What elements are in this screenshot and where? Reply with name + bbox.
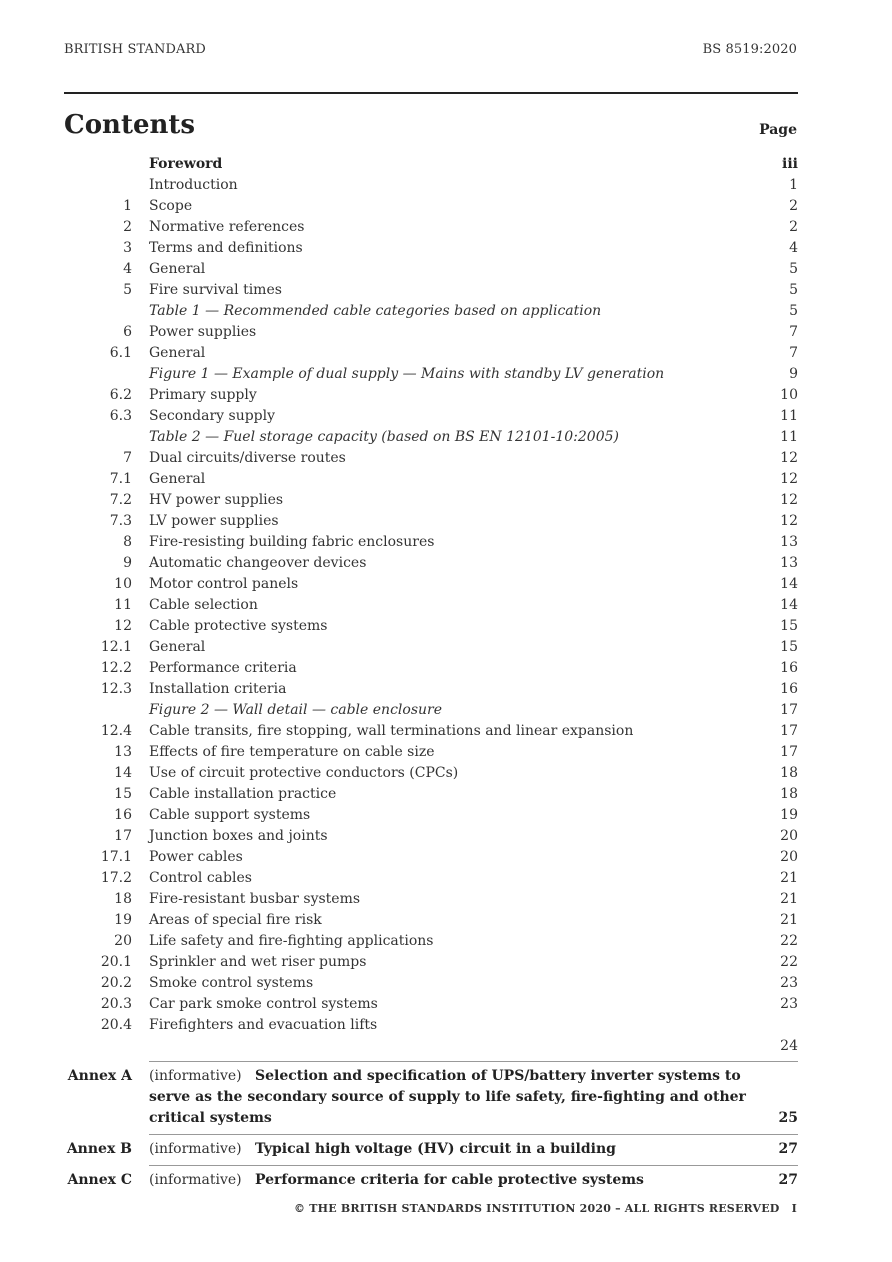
toc-entry-page: 5 [789, 282, 798, 298]
running-header-right: BS 8519:2020 [702, 42, 797, 57]
toc-entry-page: 7 [789, 345, 798, 361]
toc-entry[interactable] [64, 280, 798, 301]
toc-entry-title: Control cables [149, 870, 252, 886]
toc-entry-number: 11 [114, 597, 132, 613]
toc-entry-number: 3 [123, 240, 132, 256]
toc-entry-page: 20 [780, 828, 798, 844]
toc-entry-number: 6.3 [109, 408, 132, 424]
toc-entry-page: 17 [780, 702, 798, 718]
footer-page-number: I [791, 1202, 797, 1215]
annex-title: Performance criteria for cable protective systems [255, 1172, 644, 1188]
toc-entry[interactable] [64, 868, 798, 889]
toc-entry-number: 12 [114, 618, 132, 634]
toc-entry[interactable] [64, 889, 798, 910]
annex-body [149, 1066, 798, 1129]
toc-entry-page: 4 [789, 240, 798, 256]
toc-entry-number: 7.2 [109, 492, 132, 508]
annex-informative-tag: (informative) [149, 1172, 242, 1188]
toc-entry-page: 15 [780, 618, 798, 634]
running-header-left: BRITISH STANDARD [64, 42, 206, 57]
toc-entry-number: 7.3 [109, 513, 132, 529]
toc-entry-number: 14 [114, 765, 132, 781]
toc-entry-page: 9 [789, 366, 798, 382]
toc-entry-number: 6.1 [109, 345, 132, 361]
toc-entry-page: 10 [780, 387, 798, 403]
toc-entry[interactable] [64, 700, 798, 721]
toc-entry-title: Fire-resistant busbar systems [149, 891, 361, 907]
toc-entry[interactable] [64, 931, 798, 952]
page-column-label: Page [759, 122, 797, 138]
toc-entry-title: Power cables [149, 849, 243, 865]
annex-entry[interactable] [67, 1165, 798, 1196]
page-title: Contents [64, 110, 196, 140]
toc-entry-number: 12.3 [100, 681, 132, 697]
toc-entry-number: 10 [114, 576, 132, 592]
toc-entry-title: Table 2 — Fuel storage capacity (based on BS EN 12101-10:2005) [149, 429, 619, 445]
toc-entry-title: Scope [149, 198, 193, 214]
toc-entry-title: Effects of fire temperature on cable size [149, 744, 435, 760]
toc-entry-page: 23 [780, 975, 798, 991]
toc-entry-page: 14 [780, 597, 798, 613]
toc-entry[interactable] [64, 595, 798, 616]
annex-spacer [242, 1141, 255, 1157]
toc-entry-page: 21 [780, 891, 798, 907]
annex-page: 25 [778, 1110, 798, 1126]
toc-entry-number: 15 [114, 786, 132, 802]
toc-entry-page: 23 [780, 996, 798, 1012]
annex-informative-tag: (informative) [149, 1141, 242, 1157]
toc-entry-number: 4 [123, 261, 132, 277]
toc-entry-page: 12 [780, 513, 798, 529]
toc-entry-title: Cable selection [149, 597, 258, 613]
toc-entry-number: 7.1 [109, 471, 132, 487]
toc-entry[interactable] [64, 1036, 798, 1057]
toc-entry-title: Cable installation practice [149, 786, 337, 802]
annex-body [149, 1139, 798, 1160]
annex-title: Typical high voltage (HV) circuit in a building [255, 1141, 616, 1157]
toc-entry-title: Smoke control systems [149, 975, 314, 991]
toc-entry-number: 20.4 [100, 1017, 132, 1033]
toc-entry-title: Motor control panels [149, 576, 299, 592]
annex-label: Annex C [67, 1172, 132, 1188]
toc-entry-number: 5 [123, 282, 132, 298]
toc-entry[interactable] [64, 238, 798, 259]
toc-entry-page: 12 [780, 492, 798, 508]
toc-entry[interactable] [64, 385, 798, 406]
toc-entry-title: Use of circuit protective conductors (CPCs) [149, 765, 459, 781]
toc-entry[interactable] [64, 490, 798, 511]
toc-entry-title: Figure 2 — Wall detail — cable enclosure [149, 702, 442, 718]
toc-entry-title: Fire survival times [149, 282, 282, 298]
toc-entry-title: Performance criteria [149, 660, 297, 676]
toc-entry-number: 9 [123, 555, 132, 571]
toc-entry-title: Life safety and fire-fighting applications [149, 933, 434, 949]
toc-entry-number: 6 [123, 324, 132, 340]
toc-entry-title: Secondary supply [149, 408, 276, 424]
toc-entry-page: 22 [780, 933, 798, 949]
toc-entry[interactable] [64, 469, 798, 490]
toc-entry[interactable] [64, 658, 798, 679]
toc-entry-page: 7 [789, 324, 798, 340]
toc-entry-page: 18 [780, 786, 798, 802]
toc-entry-title: Introduction [149, 177, 238, 193]
toc-entry-title: Automatic changeover devices [149, 555, 367, 571]
footer-copyright: © THE BRITISH STANDARDS INSTITUTION 2020 – ALL RIGHTS RESERVED [294, 1202, 780, 1215]
toc-entry[interactable] [64, 952, 798, 973]
toc-entry-number: 17 [114, 828, 132, 844]
toc-entry-title: HV power supplies [149, 492, 284, 508]
toc-entry[interactable] [64, 322, 798, 343]
toc-entry-page: 5 [789, 303, 798, 319]
annex-label: Annex A [67, 1068, 132, 1084]
toc-entry-page: 18 [780, 765, 798, 781]
toc-entry-number: 8 [123, 534, 132, 550]
toc-entry-page: 13 [780, 534, 798, 550]
toc-entry[interactable] [64, 511, 798, 532]
toc-entry-title: Foreword [149, 156, 223, 172]
toc-entry-title: General [149, 639, 206, 655]
toc-entry-title: Car park smoke control systems [149, 996, 378, 1012]
toc-entry-page: 19 [780, 807, 798, 823]
annex-body [149, 1170, 798, 1191]
footer [294, 1202, 797, 1215]
toc-entry[interactable] [64, 154, 798, 175]
toc-entry-title: Installation criteria [149, 681, 287, 697]
toc-entry-title: Junction boxes and joints [149, 828, 328, 844]
toc-entry-page: 17 [780, 723, 798, 739]
toc-entry-title: General [149, 261, 206, 277]
toc-entry-page: 16 [780, 660, 798, 676]
annex-spacer [242, 1068, 255, 1084]
toc-entry-page: 15 [780, 639, 798, 655]
toc-entry[interactable] [64, 763, 798, 784]
toc-entry[interactable] [64, 217, 798, 238]
toc-entry-page: 17 [780, 744, 798, 760]
toc-entry[interactable] [64, 553, 798, 574]
toc-entry-number: 1 [123, 198, 132, 214]
toc-entry[interactable] [64, 784, 798, 805]
toc-entry-page: iii [782, 156, 798, 172]
toc-entry[interactable] [64, 406, 798, 427]
annex-title: Selection and specification of UPS/battery inverter systems to serve as the secondary source of supply to life safety, fire-fighting and other critical systems [149, 1068, 746, 1126]
toc-entry-number: 6.2 [109, 387, 132, 403]
toc-entry-page: 24 [780, 1038, 798, 1054]
toc-entry-title: Cable protective systems [149, 618, 328, 634]
toc-entry-number: 17.1 [100, 849, 132, 865]
toc-entry-title: Power supplies [149, 324, 257, 340]
toc-entry-page: 21 [780, 912, 798, 928]
toc-entry-number: 20.2 [100, 975, 132, 991]
toc-entry[interactable] [64, 721, 798, 742]
toc-entry-title: Fire-resisting building fabric enclosures [149, 534, 435, 550]
toc-entry-page: 11 [780, 429, 798, 445]
toc-entry-page: 2 [789, 198, 798, 214]
toc-entry-title: Terms and definitions [149, 240, 303, 256]
annex-spacer [242, 1172, 255, 1188]
toc-entry-title: LV power supplies [149, 513, 279, 529]
toc-entry-title: Sprinkler and wet riser pumps [149, 954, 367, 970]
toc-entry-page: 2 [789, 219, 798, 235]
toc-entry[interactable] [64, 910, 798, 931]
toc-entry[interactable] [64, 196, 798, 217]
annex-page: 27 [778, 1141, 798, 1157]
toc-entry[interactable] [64, 742, 798, 763]
annex-list [64, 1061, 798, 1196]
toc-entry[interactable] [64, 364, 798, 385]
toc-entry[interactable] [64, 301, 798, 322]
toc-entry-page: 20 [780, 849, 798, 865]
toc-entry[interactable] [64, 616, 798, 637]
header-rule [64, 92, 798, 94]
toc-entry[interactable] [64, 259, 798, 280]
toc-entry-title: Primary supply [149, 387, 257, 403]
toc-entry-number: 2 [123, 219, 132, 235]
toc-entry[interactable] [64, 532, 798, 553]
toc-entry[interactable] [64, 574, 798, 595]
toc-entry-title: General [149, 471, 206, 487]
toc-entry-title: Figure 1 — Example of dual supply — Mains with standby LV generation [149, 366, 665, 382]
toc-entry-number: 12.2 [100, 660, 132, 676]
toc-entry-number: 7 [123, 450, 132, 466]
toc-entry[interactable] [64, 973, 798, 994]
toc-entry[interactable] [64, 826, 798, 847]
toc-entry[interactable] [64, 679, 798, 700]
toc-entry[interactable] [64, 343, 798, 364]
table-of-contents [64, 154, 798, 1057]
toc-entry-page: 12 [780, 471, 798, 487]
toc-entry-title: Table 1 — Recommended cable categories based on application [149, 303, 602, 319]
toc-entry-title: Firefighters and evacuation lifts [149, 1017, 378, 1033]
annex-informative-tag: (informative) [149, 1068, 242, 1084]
toc-entry[interactable] [64, 994, 798, 1015]
toc-entry-page: 1 [789, 177, 798, 193]
toc-entry-number: 16 [114, 807, 132, 823]
toc-entry-number: 20.3 [100, 996, 132, 1012]
toc-entry[interactable] [64, 1015, 798, 1036]
toc-entry-number: 13 [114, 744, 132, 760]
toc-entry-page: 21 [780, 870, 798, 886]
toc-entry-title: Areas of special fire risk [149, 912, 322, 928]
toc-entry[interactable] [64, 637, 798, 658]
toc-entry-title: Cable transits, fire stopping, wall terminations and linear expansion [149, 723, 634, 739]
toc-entry-number: 19 [114, 912, 132, 928]
toc-entry[interactable] [64, 805, 798, 826]
toc-entry-title: General [149, 345, 206, 361]
toc-entry-page: 13 [780, 555, 798, 571]
toc-entry[interactable] [64, 448, 798, 469]
toc-entry-title: Dual circuits/diverse routes [149, 450, 346, 466]
toc-entry-title: Cable support systems [149, 807, 311, 823]
toc-entry[interactable] [64, 427, 798, 448]
toc-entry-number: 12.4 [100, 723, 132, 739]
toc-entry-number: 20 [114, 933, 132, 949]
annex-page: 27 [778, 1172, 798, 1188]
toc-entry-number: 20.1 [100, 954, 132, 970]
annex-entry[interactable] [66, 1134, 798, 1165]
toc-entry-number: 12.1 [100, 639, 132, 655]
toc-entry-page: 22 [780, 954, 798, 970]
toc-entry-page: 12 [780, 450, 798, 466]
annex-entry[interactable] [67, 1061, 798, 1134]
toc-entry-title: Normative references [149, 219, 305, 235]
toc-entry-page: 5 [789, 261, 798, 277]
toc-entry[interactable] [64, 175, 798, 196]
toc-entry-page: 11 [780, 408, 798, 424]
toc-entry-number: 17.2 [100, 870, 132, 886]
toc-entry-number: 18 [114, 891, 132, 907]
annex-label: Annex B [66, 1141, 132, 1157]
toc-entry[interactable] [64, 847, 798, 868]
toc-entry-page: 16 [780, 681, 798, 697]
toc-entry-page: 14 [780, 576, 798, 592]
